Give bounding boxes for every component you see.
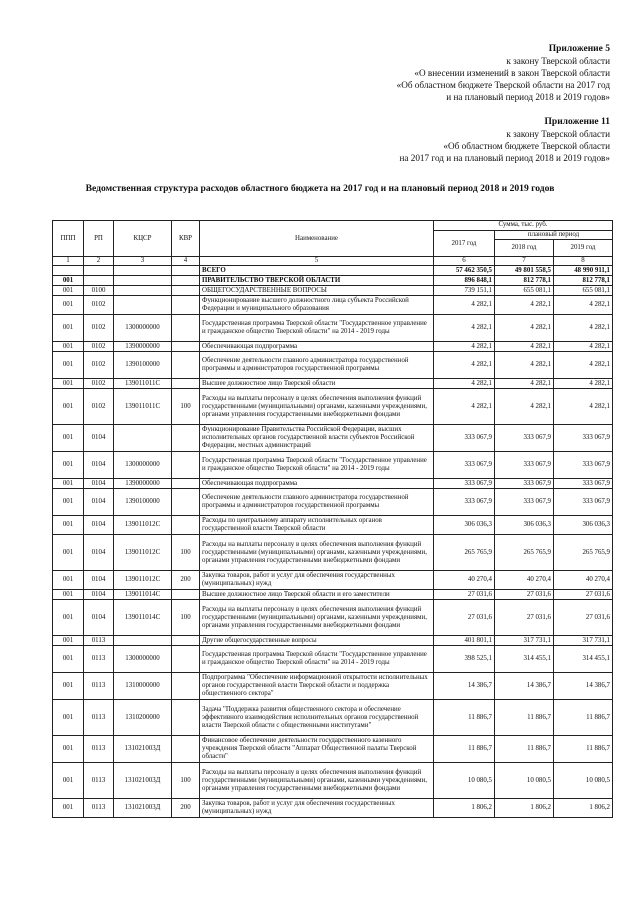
col-number: 7	[495, 257, 554, 266]
cell-2019: 333 067,9	[554, 489, 613, 516]
cell-rp: 0104	[84, 516, 114, 535]
cell-kcsr: 1390100000	[114, 352, 172, 379]
table-row	[53, 296, 613, 315]
col-number: 1	[53, 257, 84, 266]
cell-rp: 0113	[84, 700, 114, 736]
appendix-5-line: «Об областном бюджете Тверской области на 2017 год	[396, 80, 610, 90]
cell-ppp: 001	[53, 315, 84, 342]
cell-name: ВСЕГО	[200, 266, 434, 276]
cell-rp: 0113	[84, 799, 114, 818]
cell-kvr: 100	[172, 600, 200, 636]
cell-2018: 4 282,1	[495, 315, 554, 342]
cell-rp	[84, 266, 114, 276]
header-ppp: ППП	[53, 221, 84, 257]
cell-2017: 333 067,9	[434, 489, 495, 516]
cell-ppp: 001	[53, 452, 84, 479]
cell-name: Высшее должностное лицо Тверской области и его заместители	[200, 590, 434, 600]
cell-2019: 333 067,9	[554, 452, 613, 479]
cell-kcsr: 139011012С	[114, 516, 172, 535]
table-row	[53, 646, 613, 673]
cell-rp: 0113	[84, 673, 114, 700]
appendix-11-line: к закону Тверской области	[506, 129, 610, 139]
cell-kvr	[172, 266, 200, 276]
cell-kvr	[172, 673, 200, 700]
cell-ppp: 001	[53, 571, 84, 590]
cell-kvr: 200	[172, 799, 200, 818]
header-2017: 2017 год	[434, 231, 495, 257]
cell-rp: 0102	[84, 379, 114, 389]
cell-2017: 398 525,1	[434, 646, 495, 673]
cell-name: Расходы на выплаты персоналу в целях обеспечения выполнения функций государственными (муниципальными) органами, казенными учреждениями, органами управления государственными внебюджетными фондами	[200, 535, 434, 571]
cell-ppp: 001	[53, 636, 84, 646]
cell-name: Государственная программа Тверской области "Государственное управление и гражданское общество Тверской области" на 2014 - 2019 годы	[200, 646, 434, 673]
header-2018: 2018 год	[495, 240, 554, 257]
cell-2017: 306 036,3	[434, 516, 495, 535]
cell-name: Финансовое обеспечение деятельности государственного казенного учреждения Тверской области "Аппарат Общественной палаты Тверской области"	[200, 736, 434, 763]
cell-2017: 11 886,7	[434, 736, 495, 763]
cell-2017: 333 067,9	[434, 479, 495, 489]
cell-ppp: 001	[53, 489, 84, 516]
cell-ppp: 001	[53, 479, 84, 489]
cell-ppp: 001	[53, 379, 84, 389]
cell-name: Обеспечение деятельности главного администратора государственной программы и администраторов государственной программы	[200, 352, 434, 379]
cell-2017: 4 282,1	[434, 296, 495, 315]
table-row	[53, 352, 613, 379]
cell-name: ОБЩЕГОСУДАРСТВЕННЫЕ ВОПРОСЫ	[200, 286, 434, 296]
cell-2019: 4 282,1	[554, 379, 613, 389]
cell-rp	[84, 276, 114, 286]
cell-kcsr: 139011011С	[114, 389, 172, 425]
cell-2017: 14 386,7	[434, 673, 495, 700]
cell-kcsr: 1300000000	[114, 315, 172, 342]
cell-2017: 4 282,1	[434, 342, 495, 352]
cell-kcsr	[114, 296, 172, 315]
header-2019: 2019 год	[554, 240, 613, 257]
cell-2018: 655 081,1	[495, 286, 554, 296]
cell-kvr	[172, 352, 200, 379]
table-row	[53, 799, 613, 818]
cell-2019: 48 990 911,1	[554, 266, 613, 276]
cell-kvr: 100	[172, 535, 200, 571]
cell-2019: 4 282,1	[554, 342, 613, 352]
cell-kvr: 100	[172, 389, 200, 425]
col-number: 3	[114, 257, 172, 266]
cell-2018: 27 031,6	[495, 590, 554, 600]
cell-rp: 0104	[84, 590, 114, 600]
table-row	[53, 452, 613, 479]
col-number: 4	[172, 257, 200, 266]
cell-2017: 10 080,5	[434, 763, 495, 799]
cell-kvr	[172, 342, 200, 352]
cell-kvr	[172, 425, 200, 452]
cell-2018: 1 806,2	[495, 799, 554, 818]
cell-2018: 4 282,1	[495, 296, 554, 315]
cell-2018: 10 080,5	[495, 763, 554, 799]
table-row	[53, 315, 613, 342]
cell-2017: 40 270,4	[434, 571, 495, 590]
cell-rp: 0100	[84, 286, 114, 296]
cell-2018: 11 886,7	[495, 700, 554, 736]
cell-2017: 4 282,1	[434, 352, 495, 379]
appendix-11-line: на 2017 год и на плановый период 2018 и 2019 годов»	[399, 153, 610, 163]
cell-ppp: 001	[53, 673, 84, 700]
cell-2017: 333 067,9	[434, 425, 495, 452]
cell-2017: 739 151,1	[434, 286, 495, 296]
cell-rp: 0104	[84, 452, 114, 479]
appendix-11-title: Приложение 11	[544, 117, 610, 127]
cell-name: Расходы на выплаты персоналу в целях обеспечения выполнения функций государственными (муниципальными) органами, казенными учреждениями, органами управления государственными внебюджетными фондами	[200, 763, 434, 799]
cell-kcsr: 1310000000	[114, 673, 172, 700]
cell-2019: 4 282,1	[554, 296, 613, 315]
cell-kcsr: 1300000000	[114, 646, 172, 673]
budget-table	[52, 220, 613, 818]
table-row	[53, 600, 613, 636]
cell-2018: 314 455,1	[495, 646, 554, 673]
cell-2018: 11 886,7	[495, 736, 554, 763]
table-row	[53, 425, 613, 452]
cell-2018: 812 778,1	[495, 276, 554, 286]
cell-2018: 4 282,1	[495, 342, 554, 352]
cell-ppp: 001	[53, 590, 84, 600]
cell-2019: 4 282,1	[554, 315, 613, 342]
appendix-5-header	[397, 43, 610, 103]
cell-name: Обеспечивающая подпрограмма	[200, 479, 434, 489]
header-sum: Сумма, тыс. руб.	[434, 221, 613, 231]
cell-2019: 333 067,9	[554, 479, 613, 489]
cell-2019: 265 765,9	[554, 535, 613, 571]
cell-name: Государственная программа Тверской области "Государственное управление и гражданское общество Тверской области" на 2014 - 2019 годы	[200, 315, 434, 342]
cell-ppp: 001	[53, 389, 84, 425]
cell-2019: 40 270,4	[554, 571, 613, 590]
cell-2017: 4 282,1	[434, 315, 495, 342]
cell-2017: 27 031,6	[434, 590, 495, 600]
cell-2018: 4 282,1	[495, 389, 554, 425]
appendix-5-title: Приложение 5	[548, 44, 610, 54]
cell-2017: 4 282,1	[434, 379, 495, 389]
cell-2019: 655 081,1	[554, 286, 613, 296]
cell-kcsr: 1300000000	[114, 452, 172, 479]
header-name: Наименование	[200, 221, 434, 257]
table-body	[53, 266, 613, 818]
appendix-5-line: и на плановый период 2018 и 2019 годов»	[446, 92, 610, 102]
cell-2018: 27 031,6	[495, 600, 554, 636]
cell-2019: 10 080,5	[554, 763, 613, 799]
cell-rp: 0102	[84, 296, 114, 315]
cell-2017: 11 886,7	[434, 700, 495, 736]
cell-name: Закупка товаров, работ и услуг для обеспечения государственных (муниципальных) нужд	[200, 799, 434, 818]
cell-name: Обеспечивающая подпрограмма	[200, 342, 434, 352]
cell-name: Закупка товаров, работ и услуг для обеспечения государственных (муниципальных) нужд	[200, 571, 434, 590]
appendix-5-line: к закону Тверской области	[506, 56, 610, 66]
table-row	[53, 673, 613, 700]
cell-kvr	[172, 452, 200, 479]
cell-2018: 333 067,9	[495, 452, 554, 479]
cell-kcsr: 139011011С	[114, 379, 172, 389]
cell-rp: 0104	[84, 600, 114, 636]
cell-kvr	[172, 736, 200, 763]
cell-kcsr: 131021003Д	[114, 763, 172, 799]
cell-ppp	[53, 266, 84, 276]
cell-rp: 0104	[84, 571, 114, 590]
cell-2017: 333 067,9	[434, 452, 495, 479]
cell-rp: 0102	[84, 352, 114, 379]
cell-2019: 27 031,6	[554, 600, 613, 636]
cell-2019: 812 778,1	[554, 276, 613, 286]
table-row	[53, 342, 613, 352]
cell-kvr	[172, 296, 200, 315]
appendix-11-line: «Об областном бюджете Тверской области	[443, 141, 610, 151]
cell-2018: 4 282,1	[495, 352, 554, 379]
cell-kvr	[172, 646, 200, 673]
col-number: 5	[200, 257, 434, 266]
cell-ppp: 001	[53, 799, 84, 818]
cell-ppp: 001	[53, 296, 84, 315]
cell-name: Высшее должностное лицо Тверской области	[200, 379, 434, 389]
cell-kcsr: 1390000000	[114, 479, 172, 489]
cell-rp: 0113	[84, 763, 114, 799]
table-row	[53, 535, 613, 571]
table-row	[53, 516, 613, 535]
col-number: 2	[84, 257, 114, 266]
cell-2018: 333 067,9	[495, 479, 554, 489]
table-row	[53, 763, 613, 799]
cell-2017: 896 848,1	[434, 276, 495, 286]
cell-name: Обеспечение деятельности главного администратора государственной программы и администраторов государственной программы	[200, 489, 434, 516]
cell-kcsr	[114, 636, 172, 646]
cell-name: Расходы на выплаты персоналу в целях обеспечения выполнения функций государственными (муниципальными) органами, казенными учреждениями, органами управления государственными внебюджетными фондами	[200, 389, 434, 425]
table-row	[53, 389, 613, 425]
header-rp: РП	[84, 221, 114, 257]
cell-rp: 0113	[84, 646, 114, 673]
cell-name: Подпрограмма "Обеспечение информационной открытости исполнительных органов государственной власти Тверской области и поддержка общественного сектора"	[200, 673, 434, 700]
cell-kcsr: 139011014С	[114, 600, 172, 636]
cell-ppp: 001	[53, 276, 84, 286]
cell-rp: 0102	[84, 342, 114, 352]
cell-rp: 0102	[84, 315, 114, 342]
cell-2018: 40 270,4	[495, 571, 554, 590]
table-row	[53, 379, 613, 389]
cell-kvr	[172, 286, 200, 296]
cell-name: Задача "Поддержка развития общественного сектора и обеспечение эффективного взаимодействия исполнительных органов государственной власти Тверской области с общественными институтами"	[200, 700, 434, 736]
cell-name: Государственная программа Тверской области "Государственное управление и гражданское общество Тверской области" на 2014 - 2019 годы	[200, 452, 434, 479]
cell-rp: 0113	[84, 736, 114, 763]
cell-name: Другие общегосударственные вопросы	[200, 636, 434, 646]
cell-kcsr: 131021003Д	[114, 799, 172, 818]
table-row	[53, 479, 613, 489]
cell-ppp: 001	[53, 342, 84, 352]
cell-2018: 14 386,7	[495, 673, 554, 700]
cell-2018: 306 036,3	[495, 516, 554, 535]
cell-name: Расходы на выплаты персоналу в целях обеспечения выполнения функций государственными (муниципальными) органами, казенными учреждениями, органами управления государственными внебюджетными фондами	[200, 600, 434, 636]
cell-kcsr: 139011014С	[114, 590, 172, 600]
cell-kvr	[172, 700, 200, 736]
cell-2017: 4 282,1	[434, 389, 495, 425]
cell-2019: 11 886,7	[554, 736, 613, 763]
cell-kcsr	[114, 266, 172, 276]
cell-kvr	[172, 590, 200, 600]
cell-2017: 401 801,1	[434, 636, 495, 646]
table-row	[53, 276, 613, 286]
cell-kvr	[172, 315, 200, 342]
cell-2018: 49 801 558,5	[495, 266, 554, 276]
table-row	[53, 266, 613, 276]
cell-kcsr	[114, 286, 172, 296]
cell-kvr: 200	[172, 571, 200, 590]
cell-name: ПРАВИТЕЛЬСТВО ТВЕРСКОЙ ОБЛАСТИ	[200, 276, 434, 286]
cell-kvr: 100	[172, 763, 200, 799]
header-kvr: КВР	[172, 221, 200, 257]
cell-2019: 11 886,7	[554, 700, 613, 736]
table-row	[53, 700, 613, 736]
cell-rp: 0104	[84, 479, 114, 489]
cell-rp: 0104	[84, 425, 114, 452]
cell-2018: 317 731,1	[495, 636, 554, 646]
cell-rp: 0104	[84, 535, 114, 571]
table-row	[53, 636, 613, 646]
cell-2017: 265 765,9	[434, 535, 495, 571]
cell-2019: 4 282,1	[554, 352, 613, 379]
cell-name: Функционирование Правительства Российской Федерации, высших исполнительных органов государственной власти субъектов Российской Федерации, местных администраций	[200, 425, 434, 452]
cell-rp: 0104	[84, 489, 114, 516]
cell-ppp: 001	[53, 286, 84, 296]
cell-2019: 306 036,3	[554, 516, 613, 535]
cell-2017: 57 462 350,5	[434, 266, 495, 276]
table-row	[53, 489, 613, 516]
appendix-5-line: «О внесении изменений в закон Тверской области	[414, 68, 610, 78]
cell-kcsr: 139011012С	[114, 535, 172, 571]
cell-ppp: 001	[53, 763, 84, 799]
cell-ppp: 001	[53, 535, 84, 571]
cell-kvr	[172, 276, 200, 286]
cell-name: Функционирование высшего должностного лица субъекта Российской Федерации и муниципального образования	[200, 296, 434, 315]
cell-kcsr: 1390100000	[114, 489, 172, 516]
cell-ppp: 001	[53, 600, 84, 636]
header-kcsr: КЦСР	[114, 221, 172, 257]
cell-kcsr: 1390000000	[114, 342, 172, 352]
cell-kvr	[172, 489, 200, 516]
cell-2019: 14 386,7	[554, 673, 613, 700]
cell-2019: 4 282,1	[554, 389, 613, 425]
cell-ppp: 001	[53, 646, 84, 673]
cell-2018: 333 067,9	[495, 425, 554, 452]
cell-ppp: 001	[53, 700, 84, 736]
header-plan-period: плановый период	[495, 231, 613, 240]
cell-2019: 1 806,2	[554, 799, 613, 818]
cell-2019: 27 031,6	[554, 590, 613, 600]
cell-2019: 333 067,9	[554, 425, 613, 452]
table-row	[53, 590, 613, 600]
cell-kvr	[172, 516, 200, 535]
table-row	[53, 286, 613, 296]
cell-kcsr: 139011012С	[114, 571, 172, 590]
cell-kcsr: 131021003Д	[114, 736, 172, 763]
document-title: Ведомственная структура расходов областного бюджета на 2017 год и на плановый период 2018 и 2019 годов	[85, 183, 555, 194]
cell-ppp: 001	[53, 425, 84, 452]
cell-2017: 27 031,6	[434, 600, 495, 636]
cell-name: Расходы по центральному аппарату исполнительных органов государственной власти Тверской области	[200, 516, 434, 535]
cell-2018: 333 067,9	[495, 489, 554, 516]
cell-rp: 0102	[84, 389, 114, 425]
cell-2019: 317 731,1	[554, 636, 613, 646]
cell-2017: 1 806,2	[434, 799, 495, 818]
table-row	[53, 736, 613, 763]
cell-kcsr: 1310200000	[114, 700, 172, 736]
cell-2018: 265 765,9	[495, 535, 554, 571]
appendix-11-header	[399, 116, 610, 164]
col-number: 6	[434, 257, 495, 266]
cell-ppp: 001	[53, 516, 84, 535]
cell-kcsr	[114, 276, 172, 286]
cell-ppp: 001	[53, 736, 84, 763]
cell-kvr	[172, 636, 200, 646]
table-row	[53, 571, 613, 590]
cell-kvr	[172, 379, 200, 389]
cell-rp: 0113	[84, 636, 114, 646]
col-number: 8	[554, 257, 613, 266]
cell-2018: 4 282,1	[495, 379, 554, 389]
cell-kvr	[172, 479, 200, 489]
cell-ppp: 001	[53, 352, 84, 379]
cell-2019: 314 455,1	[554, 646, 613, 673]
cell-kcsr	[114, 425, 172, 452]
